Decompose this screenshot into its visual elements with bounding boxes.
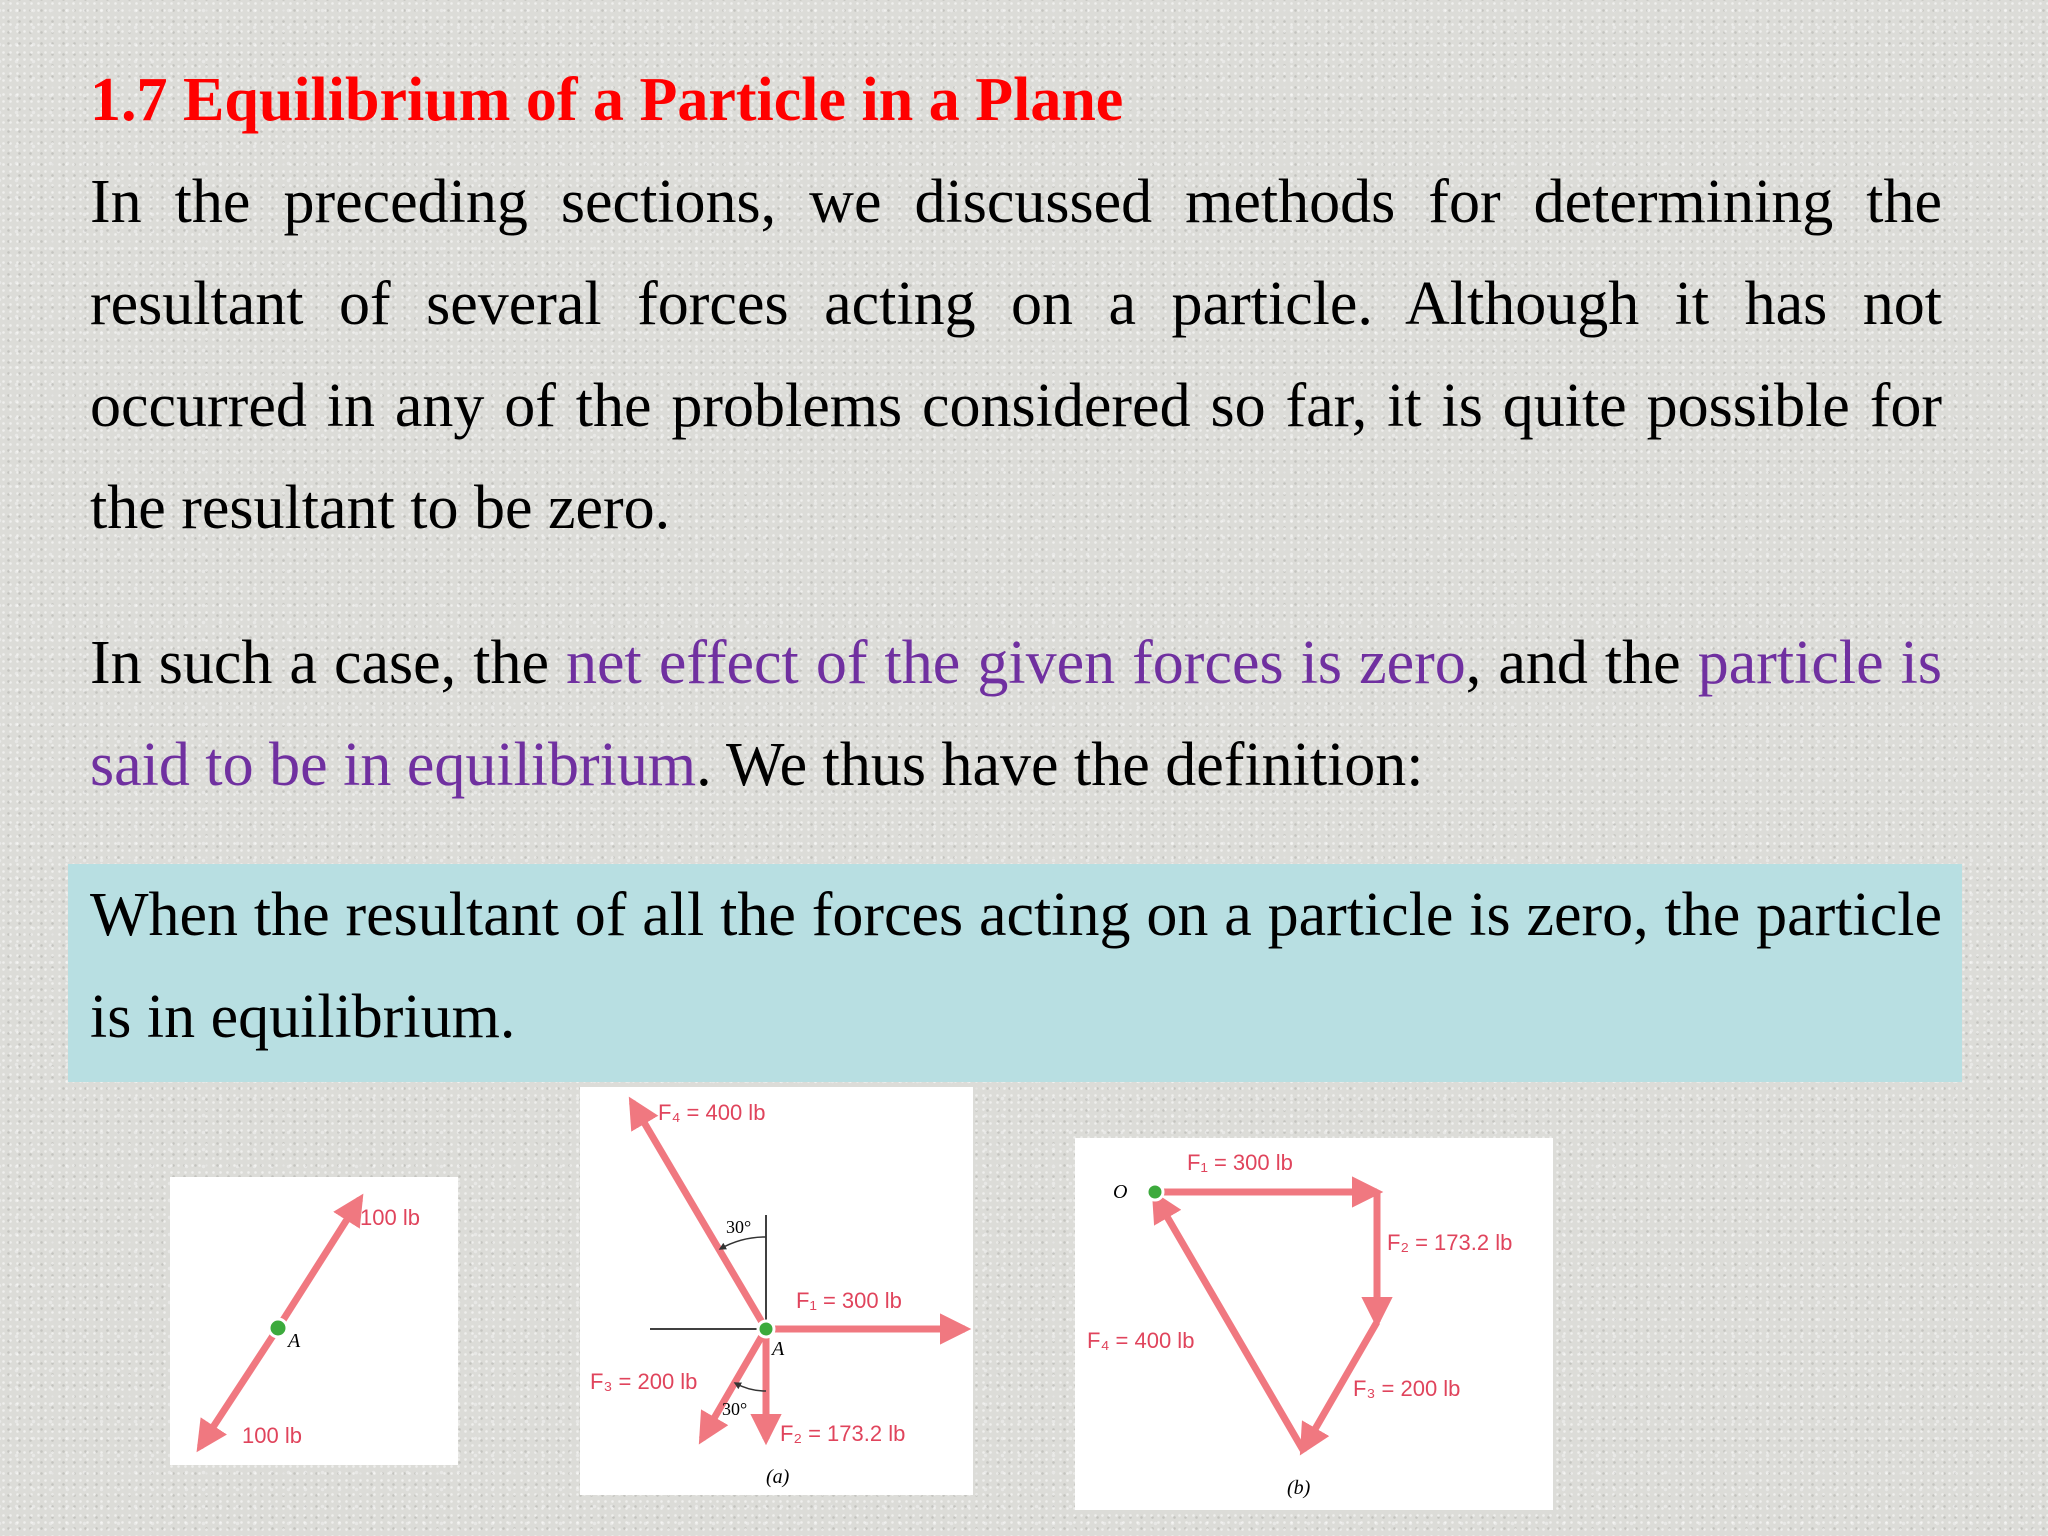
force-f4-label: F₄ = 400 lb (658, 1100, 766, 1125)
angle-arc-top (720, 1237, 766, 1249)
particle-a (758, 1321, 774, 1337)
figure-a-forces (580, 1087, 973, 1495)
paragraph-text: In such a case, the (90, 629, 567, 697)
force-f1-label: F₁ = 300 lb (796, 1288, 902, 1313)
origin-point (1147, 1184, 1163, 1200)
equilibrium-paragraph (90, 612, 1942, 816)
figure-caption-b: (b) (1287, 1477, 1311, 1499)
angle-label-bottom: 30° (722, 1399, 748, 1419)
force-label-top: 100 lb (360, 1205, 420, 1230)
force-f2-label: F₂ = 173.2 lb (780, 1421, 906, 1446)
figure-two-forces (170, 1177, 458, 1465)
polygon-f4-arrow (1155, 1196, 1303, 1450)
force-polygon-diagram (1075, 1138, 1553, 1510)
polygon-f1-label: F₁ = 300 lb (1187, 1150, 1293, 1175)
angle-label-top: 30° (726, 1217, 752, 1237)
polygon-f3-label: F₃ = 200 lb (1353, 1376, 1461, 1401)
definition-text: When the resultant of all the forces acting on a particle is zero, the particle is in equilibrium. (90, 881, 1942, 1051)
polygon-f4-label: F₄ = 400 lb (1087, 1328, 1195, 1353)
force-f3-label: F₃ = 200 lb (590, 1369, 698, 1394)
particle-a (269, 1319, 287, 1337)
point-a-label: A (288, 1330, 301, 1352)
intro-paragraph: In the preceding sections, we discussed methods for determining the resultant of several forces acting on a particle. Although it has not occurred in any of the problems considered so far, it is quite possible for the resultant to be zero. (90, 168, 1942, 542)
paragraph-text: , and the (1465, 629, 1698, 697)
highlight-equilibrium: particle is said to be in equilibrium (90, 629, 1942, 799)
paragraph-text: . We thus have the definition: (696, 731, 1424, 799)
force-arrow-up (278, 1199, 360, 1328)
figure-caption-a: (a) (766, 1466, 790, 1488)
highlight-net-effect: net effect of the given forces is zero (566, 629, 1466, 697)
section-title: 1.7 Equilibrium of a Particle in a Plane (90, 66, 1124, 134)
definition-box (68, 864, 1962, 1082)
force-f3-arrow (702, 1329, 766, 1439)
polygon-f2-label: F₂ = 173.2 lb (1387, 1230, 1513, 1255)
angle-arc-bottom (735, 1383, 766, 1391)
forces-diagram-a (580, 1087, 973, 1495)
two-forces-diagram (170, 1177, 458, 1465)
point-a-label: A (772, 1338, 785, 1360)
force-label-bottom: 100 lb (242, 1423, 302, 1448)
origin-label: O (1113, 1181, 1128, 1203)
force-f4-arrow (632, 1102, 766, 1329)
figure-b-force-polygon (1075, 1138, 1553, 1510)
